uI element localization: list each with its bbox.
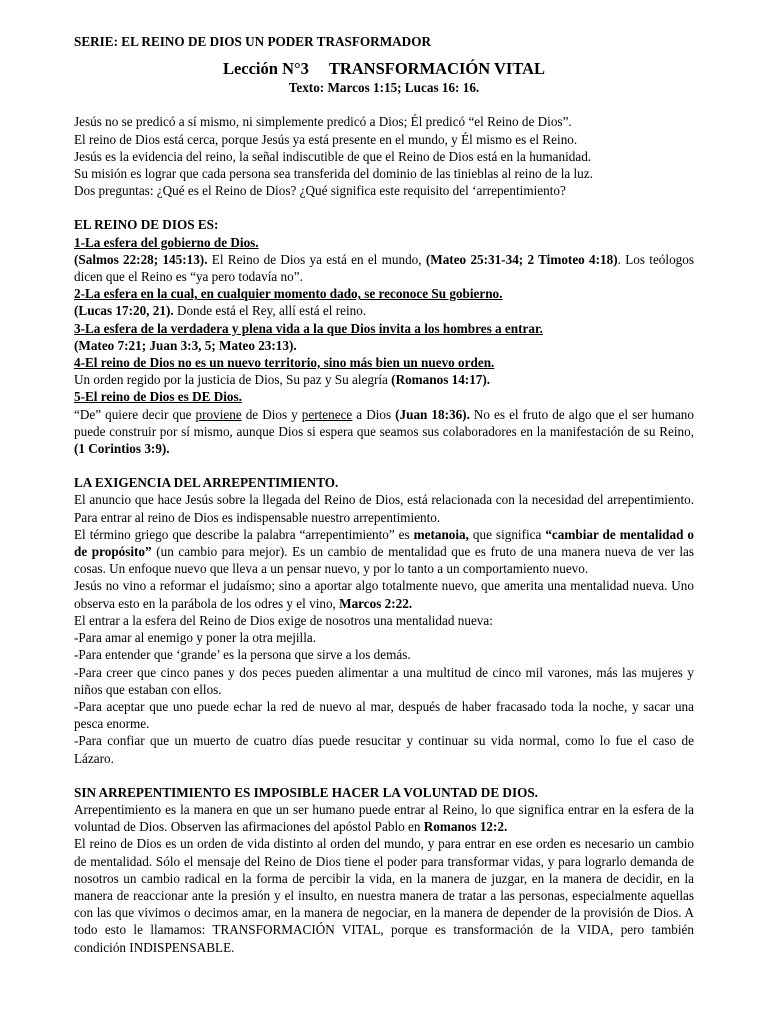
section-heading: LA EXIGENCIA DEL ARREPENTIMIENTO. [74,475,339,491]
intro-block [74,113,694,199]
lesson-name: TRANSFORMACIÓN VITAL [328,59,546,79]
item-title: 3-La esfera de la verdadera y plena vida a la que Dios invita a los hombres a entrar. [74,320,543,336]
item-title: 4-El reino de Dios no es un nuevo territorio, sino más bien un nuevo orden. [74,355,495,371]
list-item: -Para amar al enemigo y poner la otra mejilla. [74,630,317,646]
bible-reference: (Mateo 7:21; Juan 3:3, 5; Mateo 23:13). [74,337,297,353]
section-arrepentimiento [74,474,694,766]
intro-line: Jesús no se predicó a sí mismo, ni simplemente predicó a Dios; Él predicó “el Reino de Dios”. [74,114,572,130]
bible-reference: (1 Corintios 3:9). [74,441,170,457]
paragraph: El término griego que describe la palabra “arrepentimiento” es metanoia, que significa “cambiar de mentalidad o de propósito” (un cambio para mejor). Es un cambio de mentalidad que es fruto de una manera nueva de ver las cosas. Un enfoque nuevo que lleva a un pensar nuevo, y por lo tanto a un comportamiento nuevo. [74,526,695,577]
intro-line: Su misión es lograr que cada persona sea transferida del dominio de las tinieblas al reino de la luz. [74,166,593,182]
bible-reference: (Lucas 17:20, 21). [74,303,174,319]
list-item: -Para creer que cinco panes y dos peces pueden alimentar a una multitud de cinco mil varones, más las mujeres y niños que estaban con ellos. [74,664,694,697]
paragraph: Arrepentimiento es la manera en que un ser humano puede entrar al Reino, lo que significa entrar en la esfera de la voluntad de Dios. Observen las afirmaciones del apóstol Pablo en Romanos 12:2. [74,801,694,835]
item-title: 2-La esfera en la cual, en cualquier momento dado, se reconoce Su gobierno. [74,286,503,302]
list-item: -Para confiar que un muerto de cuatro días puede resucitar y continuar su vida normal, como lo fue el caso de Lázaro. [74,733,694,766]
item-body: “De” quiere decir que proviene de Dios y pertenece a Dios (Juan 18:36). No es el fruto de algo que el ser humano puede construir por sí mismo, aunque Dios si espera que seamos sus colaboradores en la manifestación de su Reino, (1 Corintios 3:9). [74,406,694,457]
item-body: (Salmos 22:28; 145:13). El Reino de Dios ya está en el mundo, (Mateo 25:31-34; 2 Timoteo 4:18). Los teólogos dicen que el Reino es “ya pero todavía no”. [74,251,694,285]
intro-line: Jesús es la evidencia del reino, la señal indiscutible de que el Reino de Dios está en la humanidad. [74,148,592,164]
item-title: 5-El reino de Dios es DE Dios. [74,389,242,405]
section-heading: EL REINO DE DIOS ES: [74,217,219,233]
list-item: -Para aceptar que uno puede echar la red de nuevo al mar, después de haber fracasado toda la noche, y sacar una pesca enorme. [74,698,694,732]
item-title: 1-La esfera del gobierno de Dios. [74,234,259,250]
intro-line: El reino de Dios está cerca, porque Jesús ya está presente en el mundo, y Él mismo es el Reino. [74,131,578,147]
bible-reference: (Romanos 14:17). [391,372,491,388]
bible-reference: (Salmos 22:28; 145:13). [74,251,208,267]
section-heading: SIN ARREPENTIMIENTO ES IMPOSIBLE HACER LA VOLUNTAD DE DIOS. [74,784,538,800]
paragraph: El anuncio que hace Jesús sobre la llegada del Reino de Dios, está relacionada con la necesidad del arrepentimiento. Para entrar al reino de Dios es indispensable nuestro arrepentimiento. [74,492,694,525]
series-heading: SERIE: EL REINO DE DIOS UN PODER TRASFORMADOR [74,34,431,49]
bible-reference: (Juan 18:36). [395,406,470,422]
item-body: Un orden regido por la justicia de Dios, Su paz y Su alegría (Romanos 14:17). [74,372,491,388]
lesson-title [74,59,694,79]
lesson-text-reference: Texto: Marcos 1:15; Lucas 16: 16. [288,80,480,96]
bible-reference: Marcos 2:22. [339,595,413,611]
list-item: -Para entender que ‘grande’ es la persona que sirve a los demás. [74,647,411,663]
item-body: (Lucas 17:20, 21). Donde está el Rey, allí está el reino. [74,303,367,319]
paragraph: Jesús no vino a reformar el judaísmo; sino a aportar algo totalmente nuevo, que amerita una mentalidad nueva. Uno observa esto en la parábola de los odres y el vino, Marcos 2:22. [74,578,694,611]
document-page [74,33,694,956]
paragraph: El reino de Dios es un orden de vida distinto al orden del mundo, y para entrar en ese orden es necesario un cambio de mentalidad. Sólo el mensaje del Reino de Dios tiene el poder para transformar vidas, y para lograrlo demanda de nosotros un cambio radical en la forma de percibir la vida, en la manera de juzgar, en la manera de decidir, en la manera de reaccionar ante la presión y el insulto, en nuestra manera de tratar a las personas, especialmente aquellas con las que vivimos o decimos amar, en la manera de negociar, en la manera de depender de la provisión de Dios. A todo esto le llamamos: TRANSFORMACIÓN VITAL, porque es transformación de la VIDA, pero también condición INDISPENSABLE. [74,836,694,955]
lesson-number: Lección N°3 [222,59,309,79]
section-voluntad [74,784,694,956]
paragraph: El entrar a la esfera del Reino de Dios exige de nosotros una mentalidad nueva: [74,612,493,628]
section-reino [74,216,694,457]
bible-reference: Romanos 12:2. [423,819,508,835]
intro-line: Dos preguntas: ¿Qué es el Reino de Dios? ¿Qué significa este requisito del ‘arrepentimiento? [74,183,566,199]
bible-reference: (Mateo 25:31-34; 2 Timoteo 4:18) [425,251,618,267]
